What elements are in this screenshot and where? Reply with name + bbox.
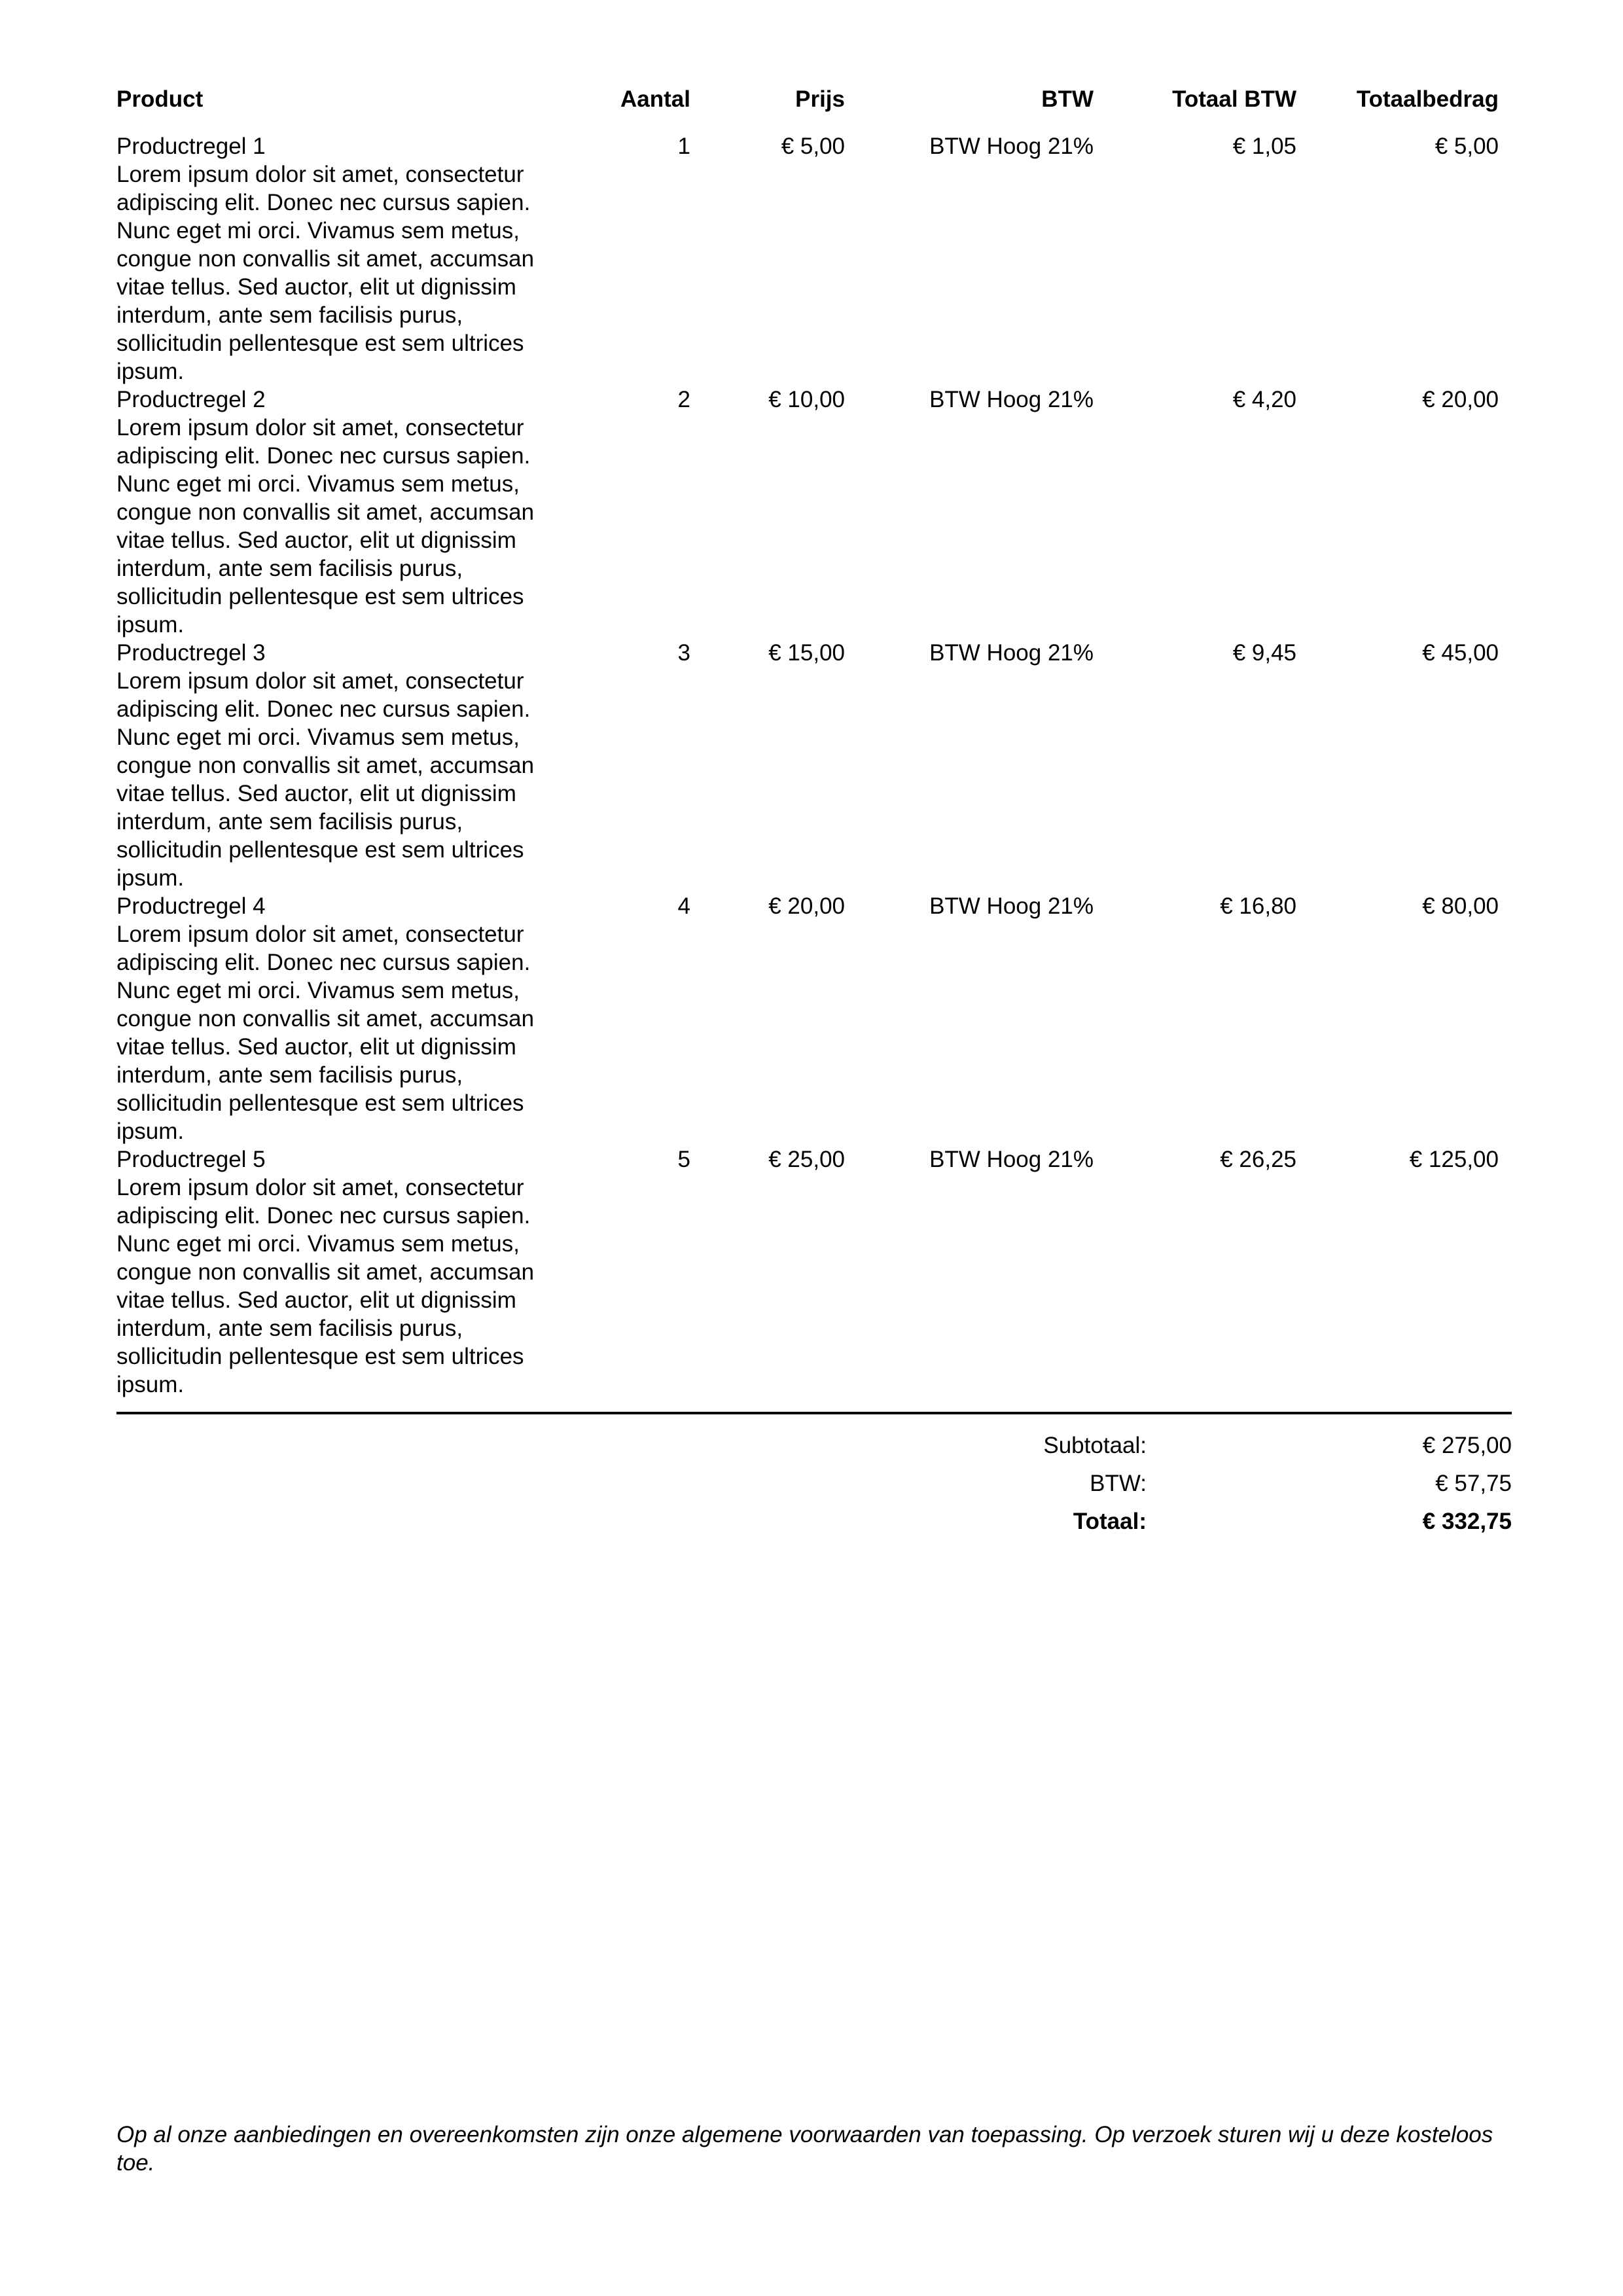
header-price: Prijs: [795, 86, 845, 112]
header-product: Product: [116, 86, 204, 112]
product-cell: [116, 639, 575, 892]
product-name: Productregel 3: [116, 640, 266, 666]
line-total: € 45,00: [1422, 640, 1499, 666]
line-vat-total: € 26,25: [1220, 1147, 1296, 1172]
line-vat-rate: BTW Hoog 21%: [929, 640, 1094, 666]
terms-note: Op al onze aanbiedingen en overeenkomsten zijn onze algemene voorwaarden van toepassing. Op verzoek sturen wij u deze kosteloos toe.: [116, 2122, 1493, 2176]
line-vat-rate: BTW Hoog 21%: [929, 1147, 1094, 1172]
product-description: Lorem ipsum dolor sit amet, consectetur adipiscing elit. Donec nec cursus sapien. Nunc eget mi orci. Vivamus sem metus, congue non convallis sit amet, accumsan vitae tellus. Sed auctor, elit ut dignissim interdum, ante sem facilisis purus, sollicitudin pellentesque est sem ultrices ipsum.: [116, 415, 535, 637]
table-header: [116, 85, 1512, 119]
subtotal-label: Subtotaal:: [1043, 1433, 1147, 1458]
header-vat: BTW: [1041, 86, 1094, 112]
line-quantity: 5: [677, 1147, 690, 1172]
line-vat-rate: BTW Hoog 21%: [929, 893, 1094, 919]
line-vat-total: € 9,45: [1232, 640, 1296, 666]
line-vat-total: € 16,80: [1220, 893, 1296, 919]
product-description: Lorem ipsum dolor sit amet, consectetur adipiscing elit. Donec nec cursus sapien. Nunc eget mi orci. Vivamus sem metus, congue non convallis sit amet, accumsan vitae tellus. Sed auctor, elit ut dignissim interdum, ante sem facilisis purus, sollicitudin pellentesque est sem ultrices ipsum.: [116, 668, 535, 891]
line-price: € 5,00: [781, 134, 845, 159]
product-name: Productregel 4: [116, 893, 266, 919]
product-description: Lorem ipsum dolor sit amet, consectetur adipiscing elit. Donec nec cursus sapien. Nunc eget mi orci. Vivamus sem metus, congue non convallis sit amet, accumsan vitae tellus. Sed auctor, elit ut dignissim interdum, ante sem facilisis purus, sollicitudin pellentesque est sem ultrices ipsum.: [116, 922, 535, 1144]
line-total: € 5,00: [1435, 134, 1499, 159]
product-cell: [116, 386, 575, 639]
header-vat-total: Totaal BTW: [1172, 86, 1296, 112]
header-total: Totaalbedrag: [1356, 86, 1499, 112]
line-item: [116, 1145, 1512, 1399]
line-quantity: 4: [677, 893, 690, 919]
table-divider: [116, 1412, 1512, 1414]
grand-total-label: Totaal:: [1073, 1509, 1147, 1534]
vat-label: BTW:: [1090, 1471, 1147, 1496]
product-cell: [116, 892, 575, 1145]
line-vat-rate: BTW Hoog 21%: [929, 387, 1094, 412]
vat-row: [116, 1469, 1512, 1507]
line-price: € 20,00: [768, 893, 845, 919]
line-quantity: 1: [677, 134, 690, 159]
product-name: Productregel 1: [116, 134, 266, 159]
line-price: € 25,00: [768, 1147, 845, 1172]
line-item: [116, 892, 1512, 1145]
invoice: [116, 85, 1512, 1545]
line-quantity: 3: [677, 640, 690, 666]
line-price: € 15,00: [768, 640, 845, 666]
subtotal-row: [116, 1431, 1512, 1469]
vat-value: € 57,75: [1435, 1471, 1512, 1496]
subtotal-value: € 275,00: [1422, 1433, 1512, 1458]
product-name: Productregel 5: [116, 1147, 266, 1172]
line-item: [116, 639, 1512, 892]
line-vat-total: € 1,05: [1232, 134, 1296, 159]
line-vat-rate: BTW Hoog 21%: [929, 134, 1094, 159]
product-description: Lorem ipsum dolor sit amet, consectetur adipiscing elit. Donec nec cursus sapien. Nunc eget mi orci. Vivamus sem metus, congue non convallis sit amet, accumsan vitae tellus. Sed auctor, elit ut dignissim interdum, ante sem facilisis purus, sollicitudin pellentesque est sem ultrices ipsum.: [116, 162, 535, 384]
product-description: Lorem ipsum dolor sit amet, consectetur adipiscing elit. Donec nec cursus sapien. Nunc eget mi orci. Vivamus sem metus, congue non convallis sit amet, accumsan vitae tellus. Sed auctor, elit ut dignissim interdum, ante sem facilisis purus, sollicitudin pellentesque est sem ultrices ipsum.: [116, 1175, 535, 1397]
line-price: € 10,00: [768, 387, 845, 412]
line-total: € 20,00: [1422, 387, 1499, 412]
totals-block: [116, 1431, 1512, 1545]
grand-total-row: [116, 1507, 1512, 1545]
product-name: Productregel 2: [116, 387, 266, 412]
line-total: € 80,00: [1422, 893, 1499, 919]
line-total: € 125,00: [1409, 1147, 1499, 1172]
line-vat-total: € 4,20: [1232, 387, 1296, 412]
header-quantity: Aantal: [620, 86, 690, 112]
line-item: [116, 386, 1512, 639]
grand-total-value: € 332,75: [1422, 1509, 1512, 1534]
line-quantity: 2: [677, 387, 690, 412]
line-item: [116, 132, 1512, 386]
product-cell: [116, 132, 575, 386]
product-cell: [116, 1145, 575, 1399]
